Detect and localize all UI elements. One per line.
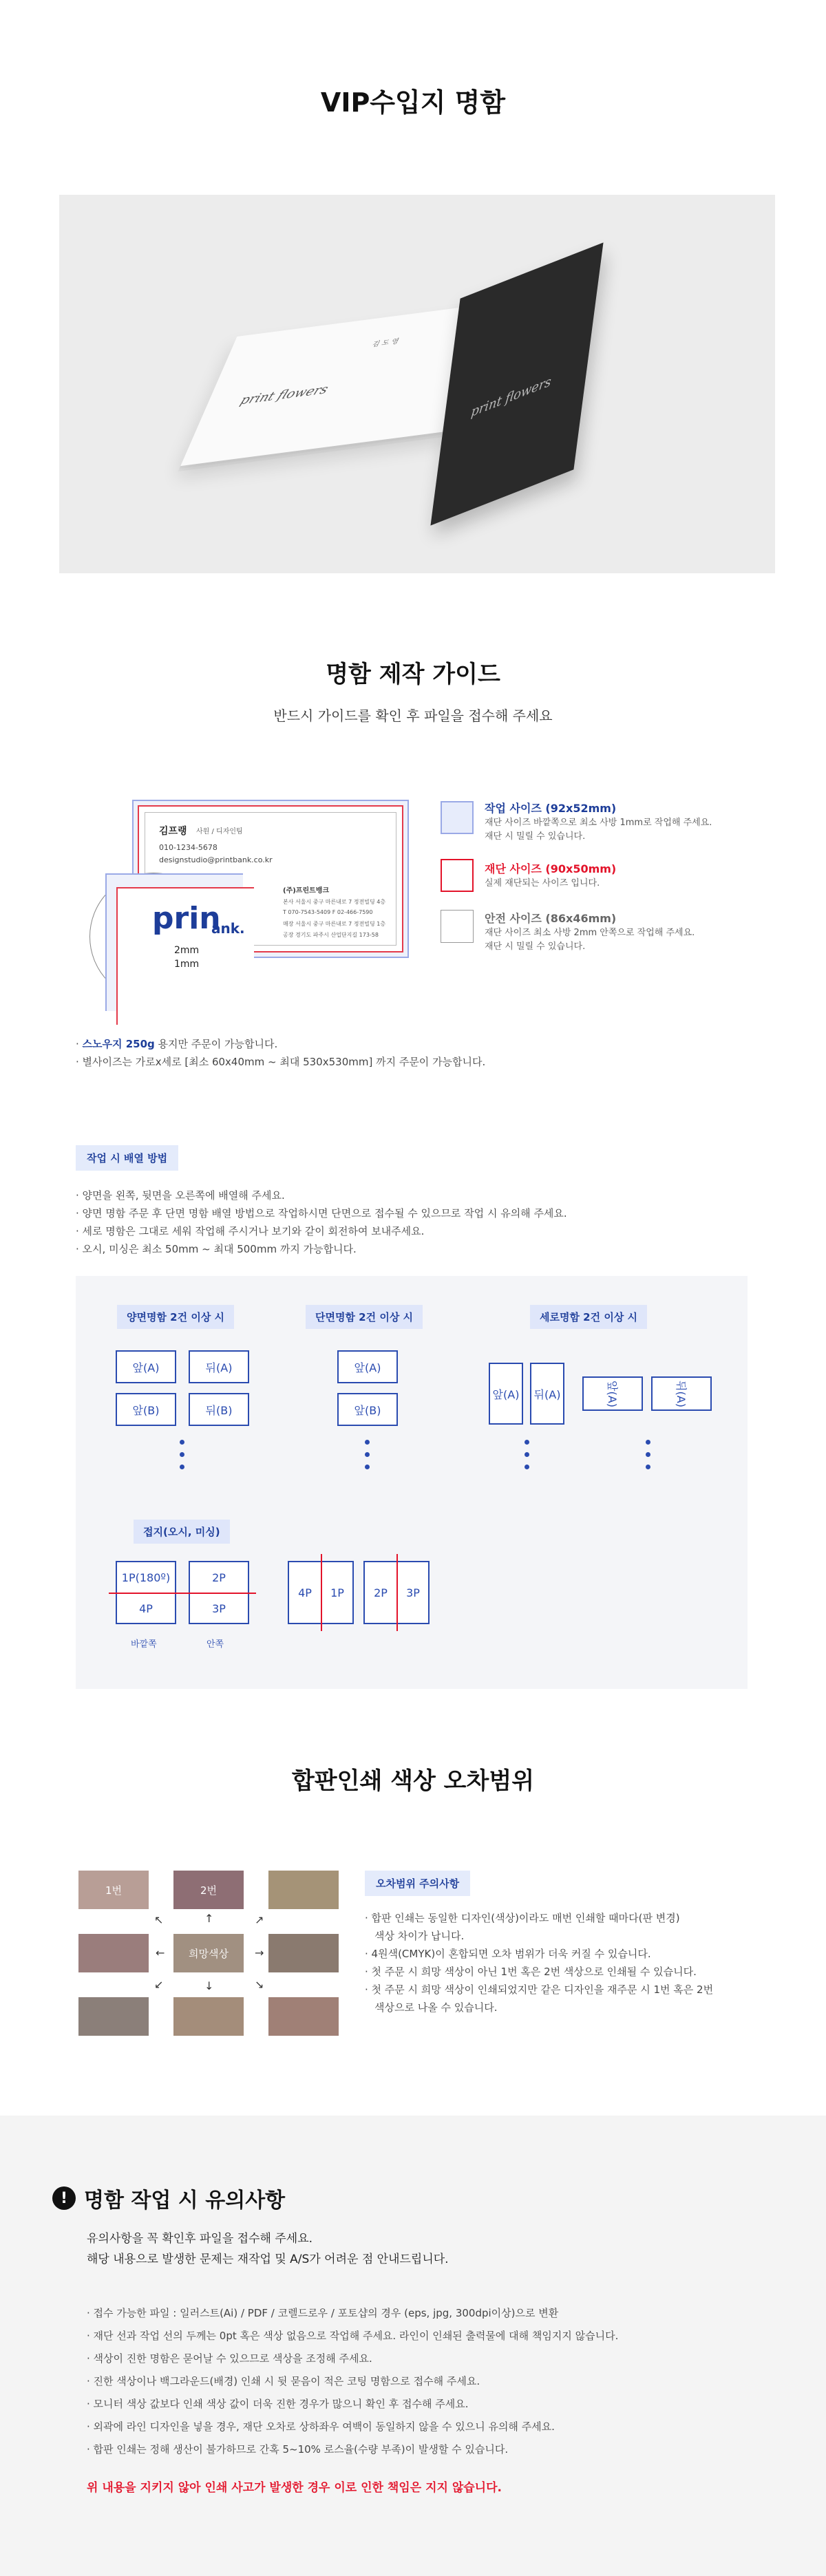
fold-outside-label: 바깥쪽 (131, 1639, 157, 1650)
warning-intro: 유의사항을 꼭 확인후 파일을 접수해 주세요. 해당 내용으로 발생한 문제는 재작업 및 A/S가 어려운 점 안내드립니다. (87, 2232, 449, 2266)
guide-subtitle: 반드시 가이드를 확인 후 파일을 접수해 주세요 (273, 707, 553, 724)
fold-h-2p: 2P (363, 1561, 396, 1624)
fold-4p: 4P (116, 1593, 176, 1624)
sample-name: 김프랭 (159, 826, 187, 837)
legend-title-work: 작업 사이즈 (92x52mm) (485, 802, 617, 815)
arrow-right-icon: → (255, 1946, 264, 1959)
swatch-bottom-left (78, 1997, 149, 2036)
margin-2mm-label: 2mm (171, 945, 202, 956)
swatch-1: 1번 (78, 1871, 149, 1909)
layout-rotated-front-a: 앞(A) (582, 1376, 643, 1411)
warning-title: ! 명함 작업 시 유의사항 (52, 2183, 285, 2213)
arrow-down-icon: ↓ (204, 1979, 214, 1992)
legend-swatch-safe (441, 910, 474, 943)
fold-inside-label: 안쪽 (206, 1639, 224, 1650)
sample-company: (주)프린트뱅크 (283, 887, 330, 895)
sample-email: designstudio@printbank.co.kr (159, 855, 273, 864)
sample-role: 사원 / 디자인팀 (196, 828, 243, 835)
layout-vertical-front-a: 앞(A) (489, 1363, 523, 1425)
arrow-up-right-icon: ↗ (255, 1913, 264, 1926)
color-range-notes: · 합판 인쇄는 동일한 디자인(색상)이라도 매번 인쇄할 때마다(판 변경) 색상 차이가 납니다. · 4원색(CMYK)이 혼합되면 오차 범위가 더욱 커질 수 있습니다. · 첫 주문 시 희망 색상이 아닌 1번 혹은 2번 색상으로 인쇄될 수 있습니다. · 첫 주문 시 희망 색상이 인쇄되었지만 같은 디자인을 재주문 시 1번 혹은 2번 색상으로 나올 수 있습니다. (365, 1912, 714, 2014)
color-range-title: 합판인쇄 색상 오차범위 (291, 1767, 535, 1795)
group-vertical-label: 세로명함 2건 이상 시 (530, 1305, 647, 1329)
layout-vertical-back-a: 뒤(A) (530, 1363, 564, 1425)
layout-single-front-a: 앞(A) (337, 1350, 398, 1383)
margin-1mm-label: 1mm (171, 959, 202, 970)
card-logo-text-back: print flowers (470, 374, 552, 421)
legend-desc-work: 재단 사이즈 바깥쪽으로 최소 사방 1mm로 작업해 주세요. 재단 시 밀릴 수 있습니다. (485, 818, 712, 842)
fold-h-line (321, 1554, 322, 1631)
logo-zoom-text: prin (152, 901, 221, 936)
layout-back-a: 뒤(A) (189, 1350, 249, 1383)
swatch-top-right (268, 1871, 339, 1909)
layout-single-front-b: 앞(B) (337, 1393, 398, 1426)
zoom-magnifier (89, 873, 245, 1001)
sample-address: 매장 서울시 중구 마른내로 7 정전빌딩 1층 (283, 921, 386, 927)
card-meta: 김 도 영 (370, 337, 401, 349)
fold-h-3p: 3P (396, 1561, 430, 1624)
fold-3p: 3P (189, 1593, 249, 1624)
legend-swatch-trim (441, 859, 474, 892)
group-double-label: 양면명함 2건 이상 시 (117, 1305, 234, 1329)
fold-h-1p: 1P (321, 1561, 354, 1624)
layout-method-bullets: · 양면을 왼쪽, 뒷면을 오른쪽에 배열해 주세요. · 양면 명함 주문 후 단면 명함 배열 방법으로 작업하시면 단면으로 접수될 수 있으므로 작업 시 유의해 주세요. · 세로 명함은 그대로 세워 작업해 주시거나 보기와 같이 회전하여 보내주세요. · 오시, 미싱은 최소 50mm ~ 최대 500mm 까지 가능합니다. (76, 1189, 567, 1255)
fold-1p: 1P(180º) (116, 1561, 176, 1593)
layout-method-tag: 작업 시 배열 방법 (76, 1145, 178, 1171)
color-range-tag: 오차범위 주의사항 (365, 1871, 470, 1896)
swatch-mid-right (268, 1934, 339, 1972)
hero-image (59, 195, 775, 573)
swatch-center: 희망색상 (173, 1934, 244, 1972)
legend-title-safe: 안전 사이즈 (86x46mm) (485, 912, 617, 925)
arrow-up-left-icon: ↖ (154, 1913, 164, 1926)
business-card-black (430, 242, 603, 525)
sample-address: 본사 서울시 중구 마른내로 7 정전빌딩 4층 (283, 899, 386, 905)
group-fold-label: 접지(오시, 미싱) (134, 1520, 230, 1544)
layout-back-b: 뒤(B) (189, 1393, 249, 1426)
layout-front-a: 앞(A) (116, 1350, 176, 1383)
page-title: VIP수입지 명함 (320, 87, 506, 118)
legend-swatch-work (441, 801, 474, 834)
exclamation-icon: ! (52, 2186, 76, 2210)
logo-zoom-suffix: ank. (211, 920, 245, 937)
paper-notes: · 스노우지 250g 용지만 주문이 가능합니다. · 별사이즈는 가로x세로 [최소 60x40mm ~ 최대 530x530mm] 까지 주문이 가능합니다. (76, 1038, 486, 1068)
warning-list: · 접수 가능한 파일 : 일러스트(Ai) / PDF / 코렐드로우 / 포토샵의 경우 (eps, jpg, 300dpi이상)으로 변환 · 재단 선과 작업 선의 두께는 0pt 혹은 색상 없음으로 작업해 주세요. 라인이 인쇄된 출력물에 대해 책임지지 않습니다. · 색상이 진한 명함은 묻어날 수 있으므로 색상을 조정해 주세요. · 진한 색상이나 백그라운드(배경) 인쇄 시 뒷 묻음이 적은 코팅 명함으로 접수해 주세요. · 모니터 색상 값보다 인쇄 색상 값이 더욱 진한 경우가 많으니 확인 후 접수해 주세요. · 외곽에 라인 디자인을 넣을 경우, 재단 오차로 상하좌우 여백이 동일하지 않을 수 있으니 유의해 주세요. · 합판 인쇄는 정해 생산이 불가하므로 간혹 5~10% 로스율(수량 부족)이 발생할 수 있습니다. (87, 2307, 619, 2456)
arrow-down-left-icon: ↙ (154, 1978, 164, 1991)
swatch-bottom-right (268, 1997, 339, 2036)
fold-2p: 2P (189, 1561, 249, 1593)
color-swatch-grid (78, 1871, 354, 2036)
guide-title: 명함 제작 가이드 (326, 661, 500, 688)
layout-rotated-back-a: 뒤(A) (651, 1376, 712, 1411)
arrow-left-icon: ← (156, 1946, 165, 1959)
warning-red-note: 위 내용을 지키지 않아 인쇄 사고가 발생한 경우 이로 인한 책임은 지지 않습니다. (87, 2481, 502, 2495)
arrow-up-icon: ↑ (204, 1912, 214, 1925)
fold-line (109, 1593, 256, 1594)
arrow-down-right-icon: ↘ (255, 1978, 264, 1991)
sample-address: 공장 경기도 파주시 산업단지길 173-58 (283, 932, 379, 938)
swatch-2: 2번 (173, 1871, 244, 1909)
legend-desc-safe: 재단 사이즈 최소 사방 2mm 안쪽으로 작업해 주세요. 재단 시 밀릴 수 있습니다. (485, 928, 695, 952)
sample-address: T 070-7543-5409 F 02-466-7590 (283, 909, 373, 915)
sample-phone: 010-1234-5678 (159, 843, 218, 852)
swatch-bottom-mid (173, 1997, 244, 2036)
swatch-mid-left (78, 1934, 149, 1972)
legend-title-trim: 재단 사이즈 (90x50mm) (485, 862, 617, 875)
legend-desc-trim: 실제 재단되는 사이즈 입니다. (485, 878, 600, 888)
layout-examples-panel (76, 1276, 748, 1689)
card-logo-text: print flowers (237, 382, 331, 408)
fold-h-line-2 (396, 1554, 398, 1631)
fold-h-4p: 4P (288, 1561, 321, 1624)
layout-front-b: 앞(B) (116, 1393, 176, 1426)
group-single-label: 단면명함 2건 이상 시 (306, 1305, 423, 1329)
